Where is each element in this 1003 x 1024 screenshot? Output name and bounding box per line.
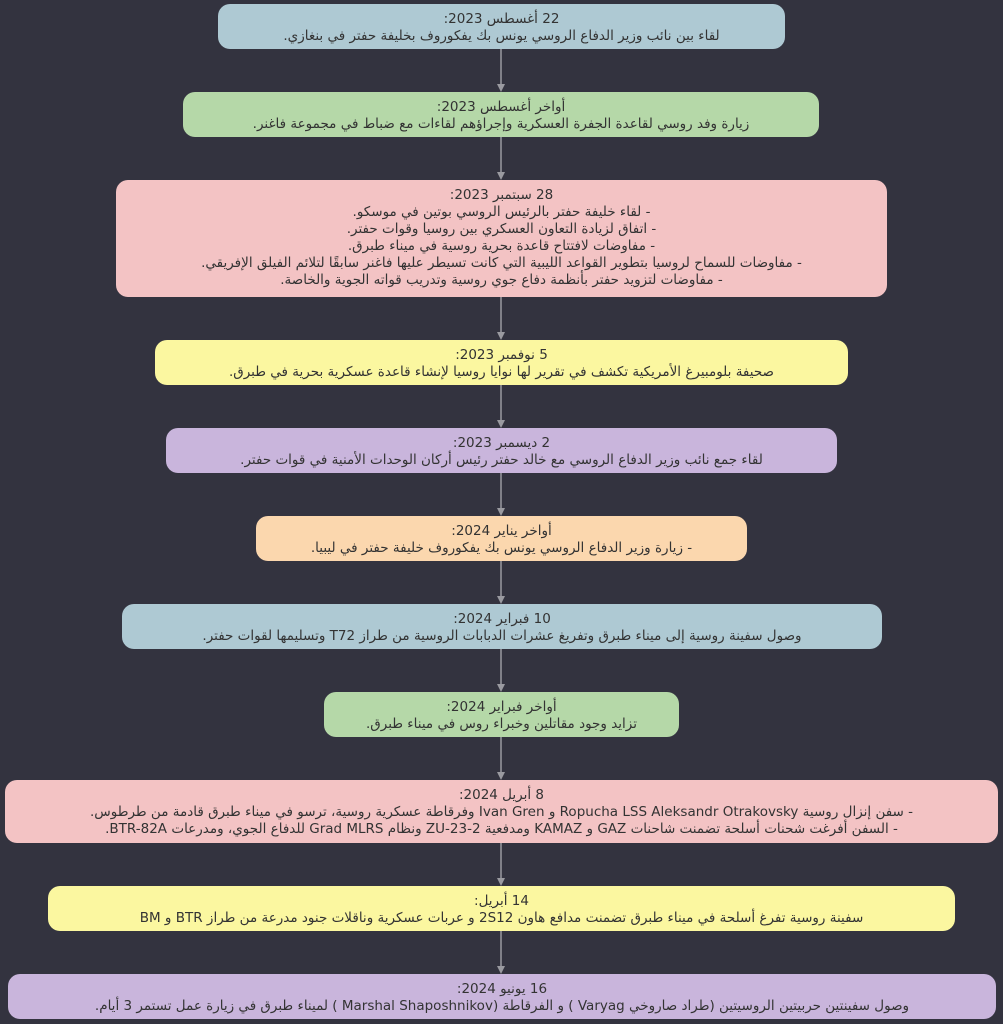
timeline-node-6 [256,516,747,561]
timeline-node-1 [218,4,785,49]
connector-arrowhead [497,172,505,180]
node-date: 22 أغسطس 2023: [443,11,560,27]
node-date: 16 يونيو 2024: [456,981,548,997]
node-date: 2 ديسمبر 2023: [452,435,551,451]
connector-arrowhead [497,684,505,692]
connector-arrowhead [497,420,505,428]
node-date: أواخر يناير 2024: [451,523,552,539]
node-text: سفينة روسية تفرغ أسلحة في ميناء طبرق تضمنت مدافع هاون 2S12 و عربات عسكرية وناقلات جنود مدرعة من طراز BTR و BM [139,910,864,926]
timeline-node-2 [183,92,819,137]
timeline-node-9 [5,780,998,843]
node-text: - زيارة وزير الدفاع الروسي يونس بك يفكوروف خليفة حفتر في ليبيا. [310,540,693,556]
node-text: - لقاء خليفة حفتر بالرئيس الروسي بوتين في موسكو. [352,204,651,220]
node-text: - مفاوضات للسماح لروسيا بتطوير القواعد الليبية التي كانت تسيطر عليها فاغنر سابقًا لتلائم الفيلق الإفريقي. [201,255,802,271]
node-text: تزايد وجود مقاتلين وخبراء روس في ميناء طبرق. [365,716,638,732]
node-text: - مفاوضات لتزويد حفتر بأنظمة دفاع جوي روسية وتدريب قواته الجوية والخاصة. [280,272,723,288]
node-date: 10 فبراير 2024: [453,611,551,627]
node-text: - مفاوضات لافتتاح قاعدة بحرية روسية في ميناء طبرق. [347,238,656,254]
node-date: 5 نوفمبر 2023: [455,347,548,363]
node-text: لقاء جمع نائب وزير الدفاع الروسي مع خالد حفتر رئيس أركان الوحدات الأمنية في قوات حفتر. [240,452,763,468]
connector-arrowhead [497,332,505,340]
timeline-node-8 [324,692,679,737]
timeline-node-11 [8,974,996,1019]
node-date: 14 أبريل: [474,893,529,909]
node-text: - السفن أفرغت شحنات أسلحة تضمنت شاحنات GAZ و KAMAZ ومدفعية ZU-23-2 ونظام Grad MLRS للدفاع الجوي، ومدرعات BTR-82A. [105,821,898,837]
connector-arrowhead [497,84,505,92]
timeline-node-3 [116,180,887,297]
connector-arrowhead [497,966,505,974]
timeline-node-4 [155,340,848,385]
node-date: 28 سبتمبر 2023: [449,187,554,203]
node-date: أواخر فبراير 2024: [446,699,557,715]
node-date: أواخر أغسطس 2023: [436,99,566,115]
node-text: وصول سفينتين حربيتين الروسيتين (طراد صاروخي Varyag ) و الفرقاطة (Marshal Shaposhnikov ) لميناء طبرق في زيارة عمل تستمر 3 أيام. [94,998,910,1014]
timeline-node-5 [166,428,837,473]
node-text: صحيفة بلومبيرغ الأمريكية تكشف في تقرير لها نوايا روسيا لإنشاء قاعدة عسكرية بحرية في طبرق. [228,364,775,380]
node-date: 8 أبريل 2024: [458,787,545,803]
connector-arrowhead [497,878,505,886]
node-text: لقاء بين نائب وزير الدفاع الروسي يونس بك يفكوروف بخليفة حفتر في بنغازي. [283,28,720,44]
node-text: وصول سفينة روسية إلى ميناء طبرق وتفريغ عشرات الدبابات الروسية من طراز T72 وتسليمها لقوات حفتر. [202,628,802,644]
connector-arrowhead [497,596,505,604]
node-text: - سفن إنزال روسية Ropucha LSS Aleksandr Otrakovsky و Ivan Gren وفرقاطة عسكرية روسية، ترسو في ميناء طبرق قادمة من طرطوس. [89,804,914,820]
node-text: - اتفاق لزيادة التعاون العسكري بين روسيا وقوات حفتر. [346,221,657,237]
timeline-node-7 [122,604,882,649]
connector-arrowhead [497,772,505,780]
connector-arrowhead [497,508,505,516]
node-text: زيارة وفد روسي لقاعدة الجفرة العسكرية وإجراؤهم لقاءات مع ضباط في مجموعة فاغنر. [252,116,750,132]
timeline-node-10 [48,886,955,931]
